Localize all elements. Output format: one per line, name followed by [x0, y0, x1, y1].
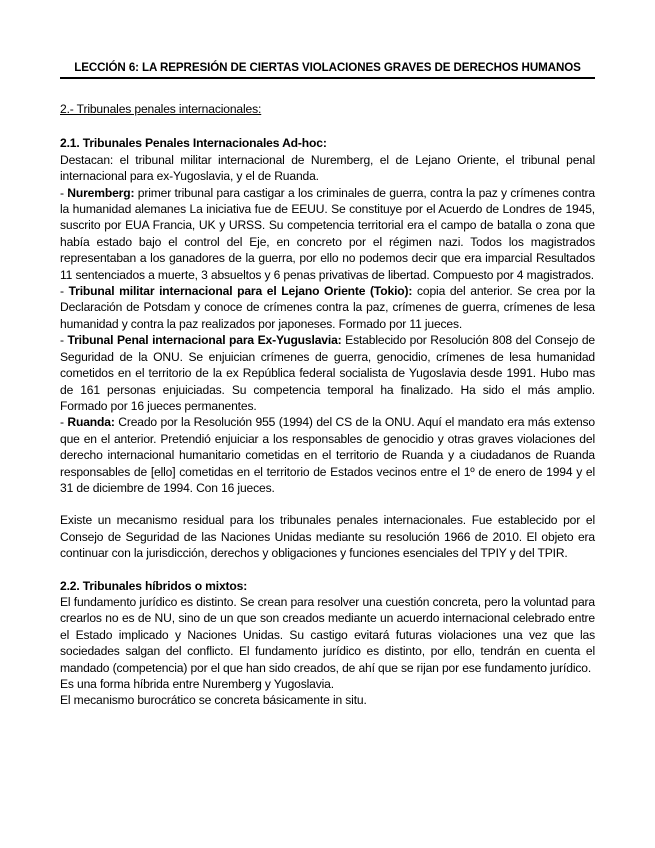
residual-mechanism-paragraph: Existe un mecanismo residual para los tribunales penales internacionales. Fue establecido por el Consejo de Seguridad de las Naciones Unidas mediante su resolución 1966 de 2010. El objeto era continuar con la jurisdicción, derechos y obligaciones y funciones esenciales del TPIY y del TPIR. — [60, 513, 595, 561]
adhoc-item-yugoslavia — [60, 332, 595, 414]
item-text: Creado por la Resolución 955 (1994) del CS de la ONU. Aquí el mandato era más extenso que en el anterior. Pretendió enjuiciar a los responsables de genocidio y otras graves violaciones del derecho internacional humanitario cometidas en el territorio de Ruanda y a ciudadanos de Ruanda responsables de [ello] cometidas en el territorio de Estados vecinos entre el 1º de enero de 1994 y el 31 de diciembre de 1994. Con 16 jueces. — [60, 415, 595, 495]
adhoc-intro: Destacan: el tribunal militar internacional de Nuremberg, el de Lejano Oriente, el tribunal penal internacional para ex-Yugoslavia, y el de Ruanda. — [60, 152, 595, 184]
adhoc-item-nuremberg — [60, 185, 595, 283]
hybrid-paragraph: El fundamento jurídico es distinto. Se crean para resolver una cuestión concreta, pero la voluntad para crearlos no es de NU, sino de un que son creados mediante un acuerdo internacional celebrado entre el Estado implicado y Naciones Unidas. Su castigo evitará futuras violaciones una vez que las sociedades salgan del conflicto. El fundamento jurídico es distinto, por ello, tendrán en cuenta el mandado (competencia) por el que han sido creados, de ahí que se rijan por ese fundamento jurídico. — [60, 594, 595, 675]
item-prefix: - — [60, 415, 68, 430]
item-label: Tribunal militar internacional para el Lejano Oriente (Tokio): — [68, 284, 413, 299]
item-prefix: - — [60, 185, 68, 200]
spacer — [60, 496, 595, 512]
item-text: Establecido por Resolución 808 del Consejo de Seguridad de la ONU. Se enjuician crímenes de guerra, genocidio, crímenes de lesa humanidad cometidos en el territorio de la ex República federal socialista de Yugoslavia desde 1991. Hubo mas de 161 personas enjuiciadas. Su competencia temporal ha finalizado. Ha sido el más amplio. Formado por 16 jueces permanentes. — [60, 333, 595, 413]
item-label: Nuremberg: — [67, 185, 135, 200]
adhoc-item-tokio — [60, 283, 595, 332]
lesson-header: LECCIÓN 6: LA REPRESIÓN DE CIERTAS VIOLACIONES GRAVES DE DERECHOS HUMANOS — [60, 60, 595, 79]
item-prefix: - — [60, 333, 68, 348]
hybrid-title: 2.2. Tribunales híbridos o mixtos: — [60, 578, 248, 593]
item-text: primer tribunal para castigar a los criminales de guerra, contra la paz y crímenes contra la humanidad alemanes La iniciativa fue de EEUU. Se constituye por el Acuerdo de Londres de 1945, suscrito por EUA Francia, UK y URSS. Su competencia territorial era el campo de batalla o zona que había estado bajo el control del Eje, en concreto por el régimen nazi. Todos los magistrados representaban a los ganadores de la guerra, por ello no podemos decir que era imparcial Resultados 11 sentenciados a muerte, 3 absueltos y 6 penas privativas de libertad. Compuesto por 4 magistrados. — [60, 185, 595, 282]
hybrid-line-1: Es una forma híbrida entre Nuremberg y Yugoslavia. — [60, 677, 334, 691]
item-label: Tribunal Penal internacional para Ex-Yuguslavia: — [67, 333, 342, 348]
hybrid-line-2: El mecanismo burocrático se concreta básicamente in situ. — [60, 693, 367, 708]
item-prefix: - — [60, 284, 69, 299]
adhoc-title: 2.1. Tribunales Penales Internacionales Ad-hoc: — [60, 136, 327, 151]
document-page — [60, 60, 595, 709]
item-text: copia del anterior. Se crea por la Declaración de Potsdam y conoce de crímenes contra la paz, crímenes de guerra, crímenes de lesa humanidad y contra la paz realizados por japoneses. Formado por 11 jueces. — [60, 284, 595, 331]
section-title: 2.- Tribunales penales internacionales: — [60, 102, 262, 116]
item-label: Ruanda: — [67, 415, 115, 430]
adhoc-item-ruanda — [60, 414, 595, 496]
